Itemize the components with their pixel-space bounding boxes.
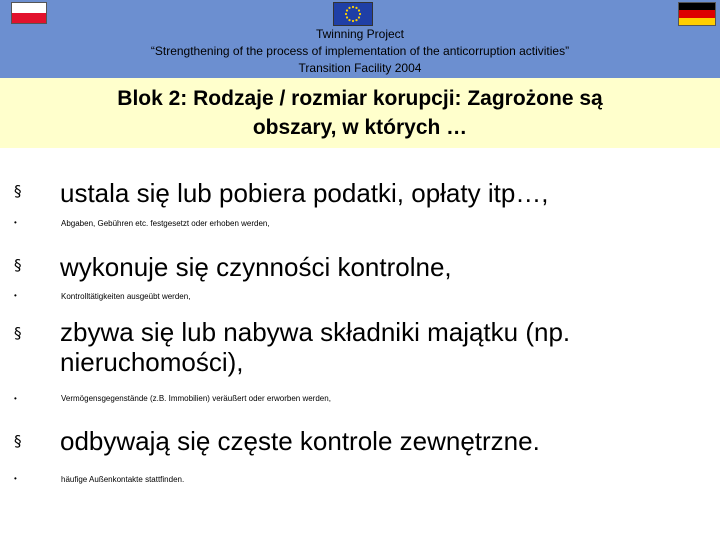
project-subtitle: “Strengthening of the process of implementation of the anticorruption activities” (150, 44, 570, 58)
slide-title-line1: Blok 2: Rodzaje / rozmiar korupcji: Zagrożone są (117, 87, 603, 110)
item-text: wykonuje się czynności kontrolne, (60, 252, 452, 282)
slide-title-line2: obszary, w których … (252, 116, 468, 139)
section-bullet: § (14, 256, 22, 274)
header-band (0, 0, 720, 78)
section-bullet: § (14, 324, 22, 342)
eu-flag-icon (333, 2, 373, 26)
germany-flag-icon (678, 2, 716, 26)
item-translation: Vermögensgegenstände (z.B. Immobilien) veräußert oder erworben werden, (61, 394, 331, 403)
project-name: Twinning Project (315, 27, 405, 41)
item-text: zbywa się lub nabywa składniki majątku (np. nieruchomości), (60, 317, 571, 377)
item-text: ustala się lub pobiera podatki, opłaty itp…, (60, 178, 549, 208)
poland-flag-icon (11, 2, 47, 24)
slide-title (40, 84, 680, 142)
item-translation: häufige Außenkontakte stattfinden. (61, 475, 185, 484)
project-facility: Transition Facility 2004 (298, 61, 422, 75)
section-bullet: § (14, 432, 22, 450)
item-translation: Abgaben, Gebühren etc. festgesetzt oder erhoben werden, (61, 219, 270, 228)
section-bullet: § (14, 182, 22, 200)
sub-bullet: • (14, 394, 17, 403)
sub-bullet: • (14, 218, 17, 227)
item-translation: Kontrolltätigkeiten ausgeübt werden, (61, 292, 191, 301)
sub-bullet: • (14, 474, 17, 483)
sub-bullet: • (14, 291, 17, 300)
item-text: odbywają się częste kontrole zewnętrzne. (60, 426, 540, 456)
